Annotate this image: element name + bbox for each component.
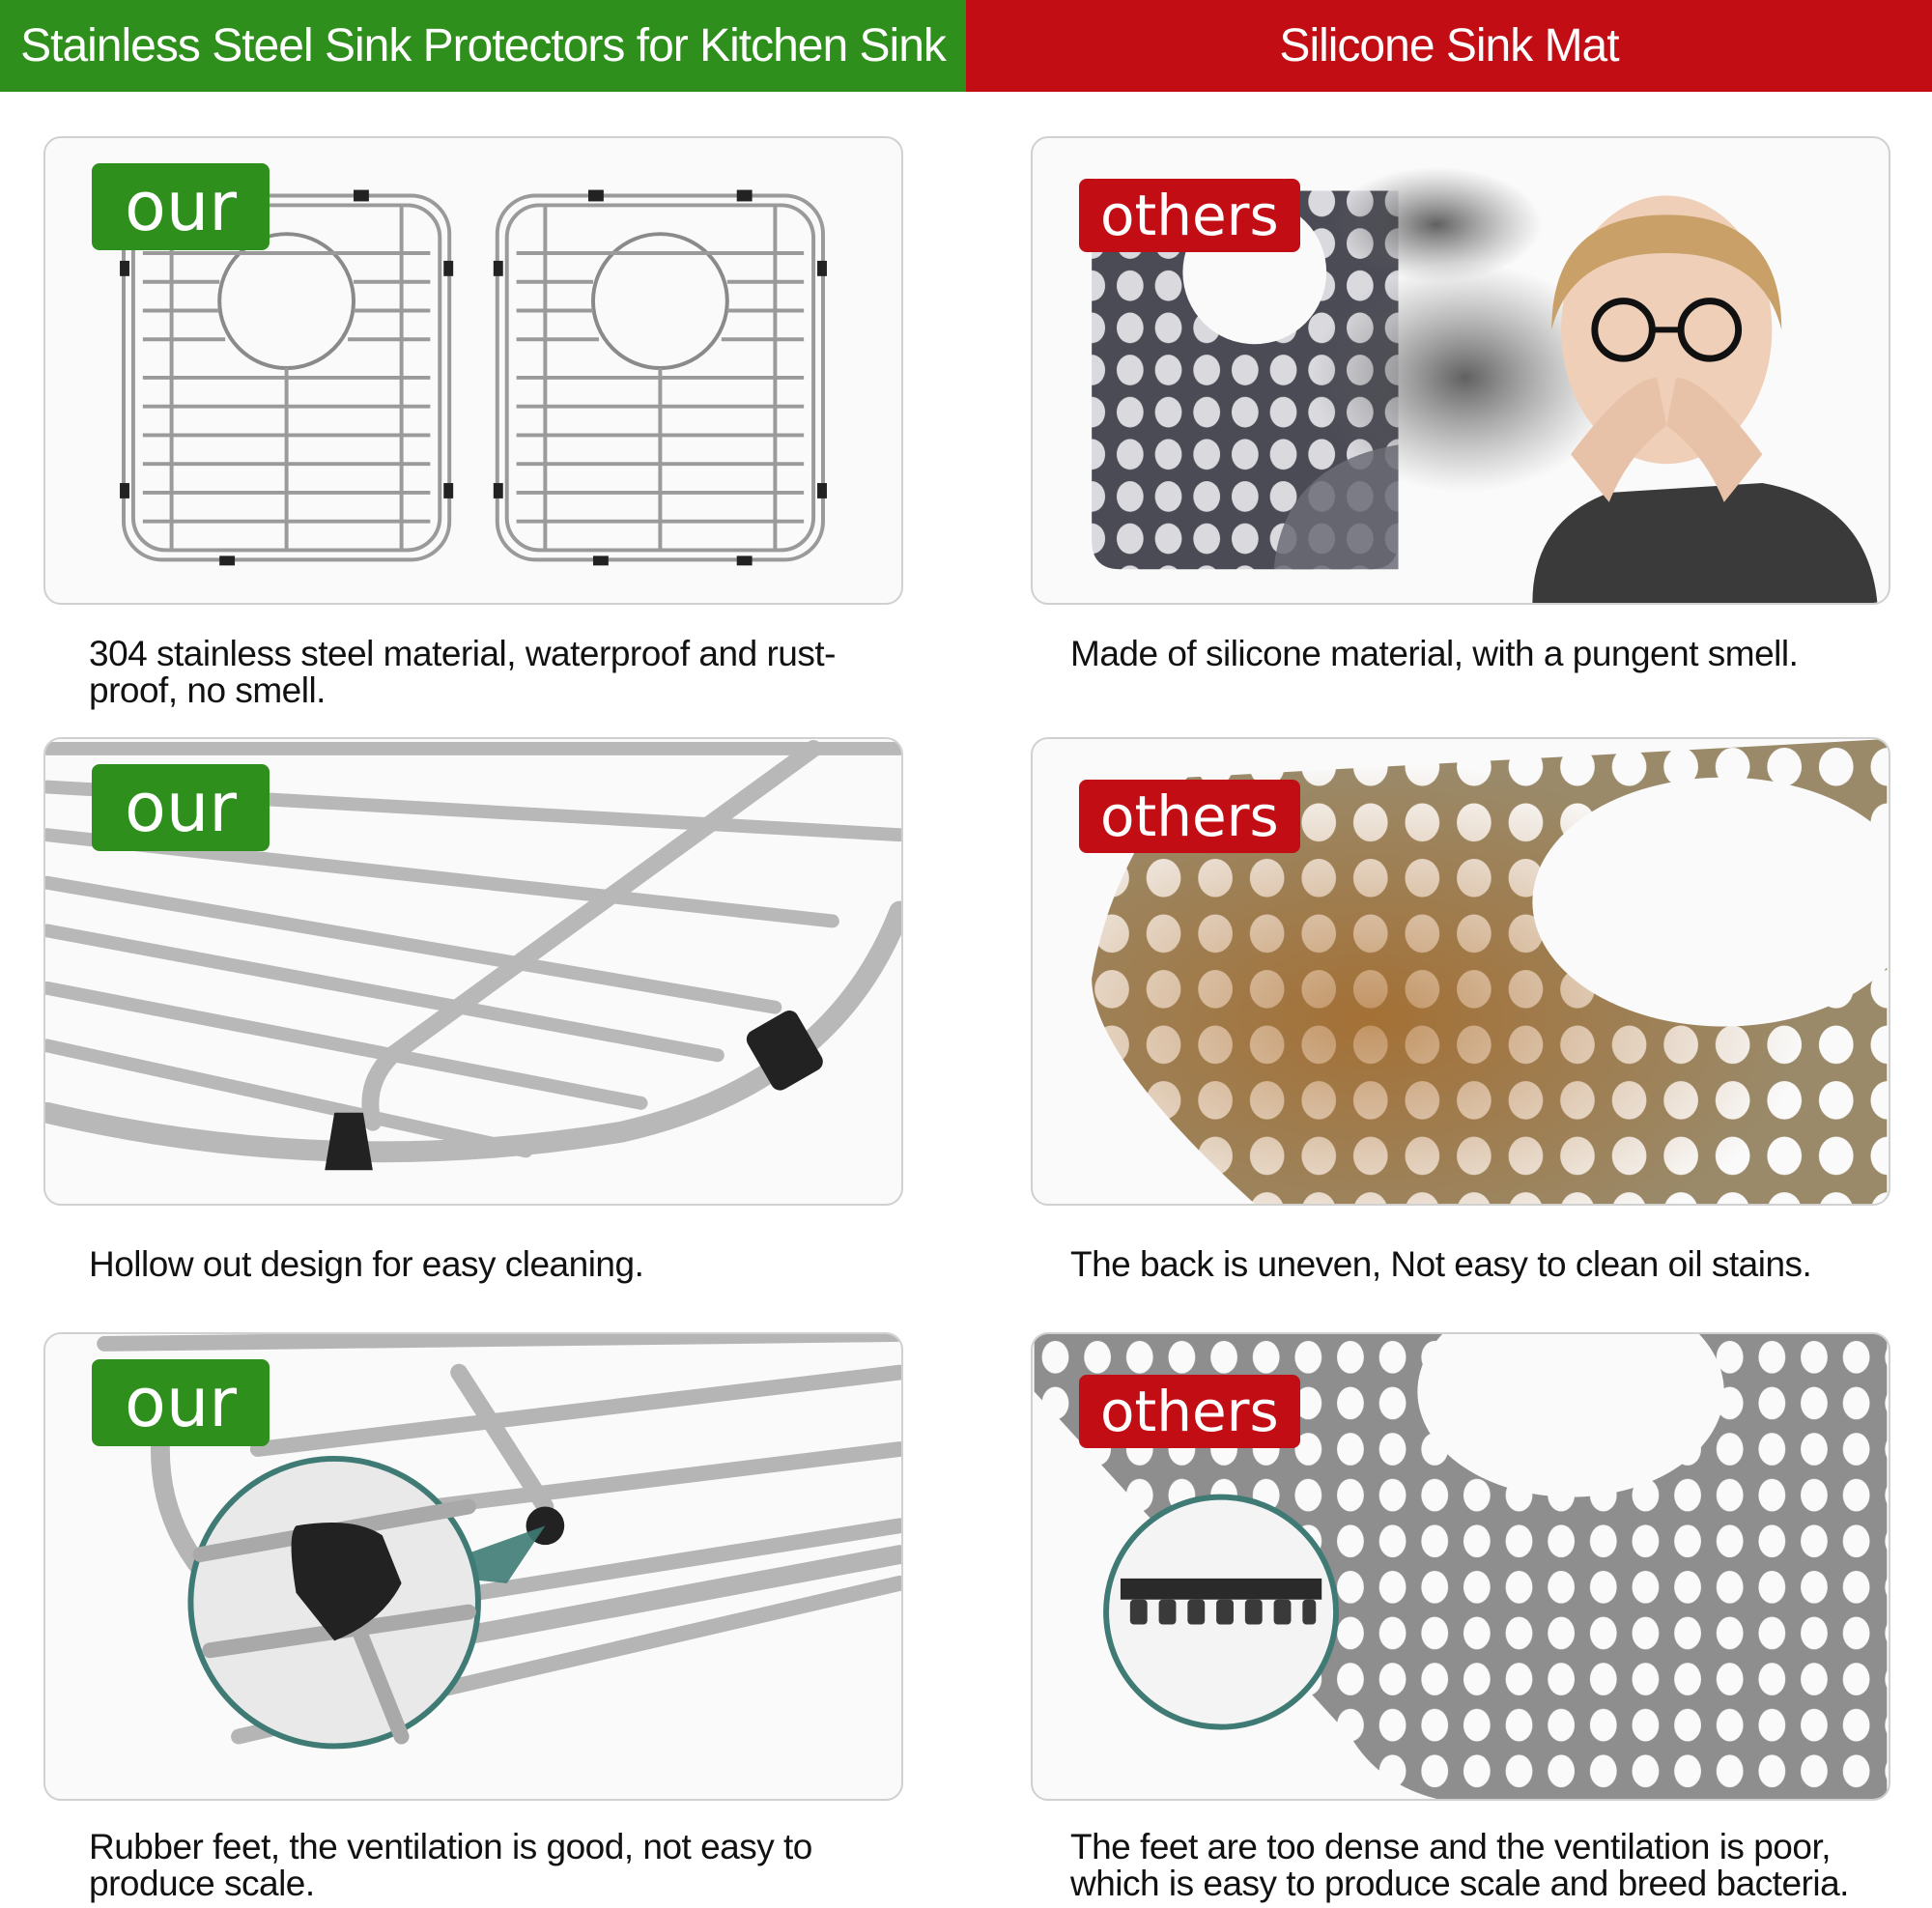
our-feet-panel [43,1332,903,1801]
others-stain-panel [1031,737,1890,1206]
our-caption-1: 304 stainless steel material, waterproof and rust-proof, no smell. [89,634,836,710]
others-badge: others [1079,179,1300,252]
others-caption-3: The feet are too dense and the ventilation is poor, which is easy to produce scale and breed bacteria. [1070,1827,1849,1903]
our-hollow-panel [43,737,903,1206]
our-grid-panel [43,136,903,605]
silicone-mat-title: Silicone Sink Mat [1279,20,1619,71]
others-caption-2: The back is uneven, Not easy to clean oil stains. [1070,1244,1812,1284]
magnifier-icon [190,1459,478,1747]
others-feet-panel [1031,1332,1890,1801]
our-caption-3: Rubber feet, the ventilation is good, not easy to produce scale. [89,1827,812,1903]
others-badge: others [1079,780,1300,853]
stainless-steel-title: Stainless Steel Sink Protectors for Kitchen Sink [20,20,946,71]
others-badge: others [1079,1375,1300,1448]
our-badge: our [92,163,270,250]
silicone-mat-header [966,0,1932,92]
our-caption-2: Hollow out design for easy cleaning. [89,1244,644,1284]
our-badge: our [92,1359,270,1446]
our-badge: our [92,764,270,851]
others-smell-panel [1031,136,1890,605]
others-caption-1: Made of silicone material, with a pungent smell. [1070,634,1799,673]
stainless-steel-header [0,0,966,92]
